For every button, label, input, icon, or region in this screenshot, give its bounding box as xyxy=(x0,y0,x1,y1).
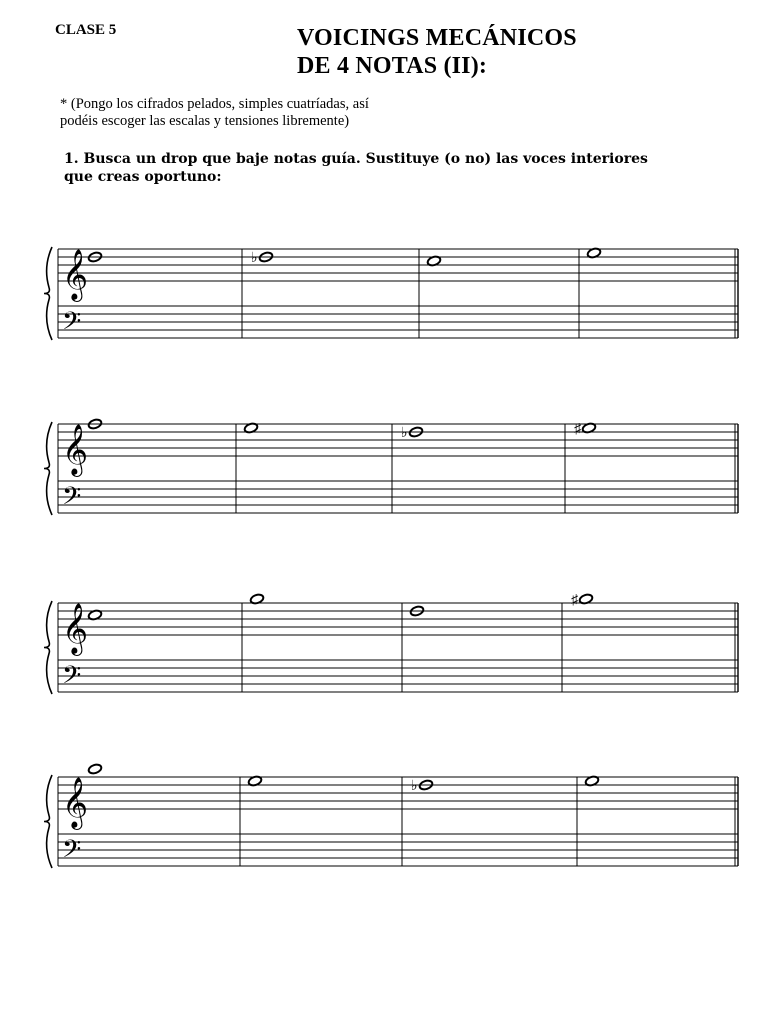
intro-note-line-2: podéis escoger las escalas y tensiones libremente) xyxy=(60,113,350,129)
whole-note xyxy=(88,763,103,775)
exercise-line-1: 1. Busca un drop que baje notas guía. Sustituye (o no) las voces interiores xyxy=(64,151,648,167)
treble-clef-icon: 𝄞 xyxy=(62,425,89,474)
brace xyxy=(44,775,52,868)
brace xyxy=(44,422,52,515)
sharp-accidental-icon: ♯ xyxy=(574,422,581,437)
bass-clef-icon: 𝄢 xyxy=(62,836,82,869)
flat-accidental-icon: ♭ xyxy=(251,251,258,266)
flat-accidental-icon: ♭ xyxy=(401,426,408,441)
flat-accidental-icon: ♭ xyxy=(411,779,418,794)
brace xyxy=(44,247,52,340)
treble-clef-icon: 𝄞 xyxy=(62,778,89,827)
treble-clef-icon: 𝄞 xyxy=(62,604,89,653)
title-line-2: DE 4 NOTAS (II): xyxy=(297,53,488,79)
bass-clef-icon: 𝄢 xyxy=(62,308,82,341)
treble-clef-icon: 𝄞 xyxy=(62,250,89,299)
exercise-line-2: que creas oportuno: xyxy=(64,169,222,185)
brace xyxy=(44,601,52,694)
class-label: CLASE 5 xyxy=(55,22,117,38)
intro-note-line-1: * (Pongo los cifrados pelados, simples cuatríadas, así xyxy=(60,96,369,112)
sharp-accidental-icon: ♯ xyxy=(571,593,578,608)
bass-clef-icon: 𝄢 xyxy=(62,662,82,695)
bass-clef-icon: 𝄢 xyxy=(62,483,82,516)
title-line-1: VOICINGS MECÁNICOS xyxy=(297,25,577,51)
